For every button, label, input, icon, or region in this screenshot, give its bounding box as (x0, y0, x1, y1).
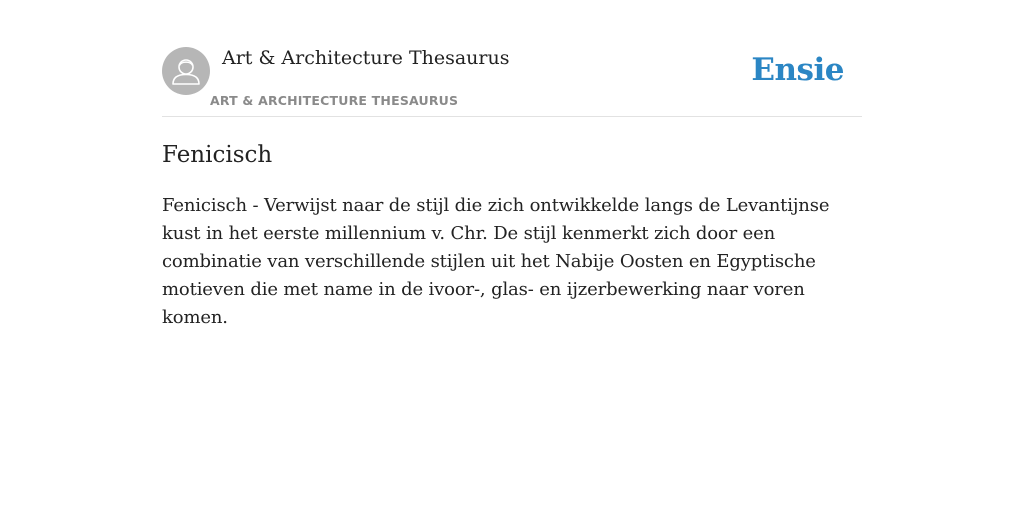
source-subtitle[interactable]: ART & ARCHITECTURE THESAURUS (210, 93, 459, 108)
entry-title: Fenicisch (162, 142, 273, 168)
user-icon (162, 47, 210, 95)
entry-definition: Fenicisch - Verwijst naar de stijl die zich ontwikkelde langs de Levantijnse kust in het eerste millennium v. Chr. De stijl kenmerkt zich door een combinatie van verschillende stijlen uit het Nabije Oosten en Egyptische motieven die met name in de ivoor-, glas- en ijzerbewerking naar voren komen. (162, 195, 830, 328)
source-title[interactable]: Art & Architecture Thesaurus (222, 47, 510, 69)
source-avatar[interactable] (162, 47, 210, 95)
page (162, 0, 862, 512)
source-header (162, 0, 862, 117)
ensie-logo[interactable]: Ensie (751, 52, 844, 88)
